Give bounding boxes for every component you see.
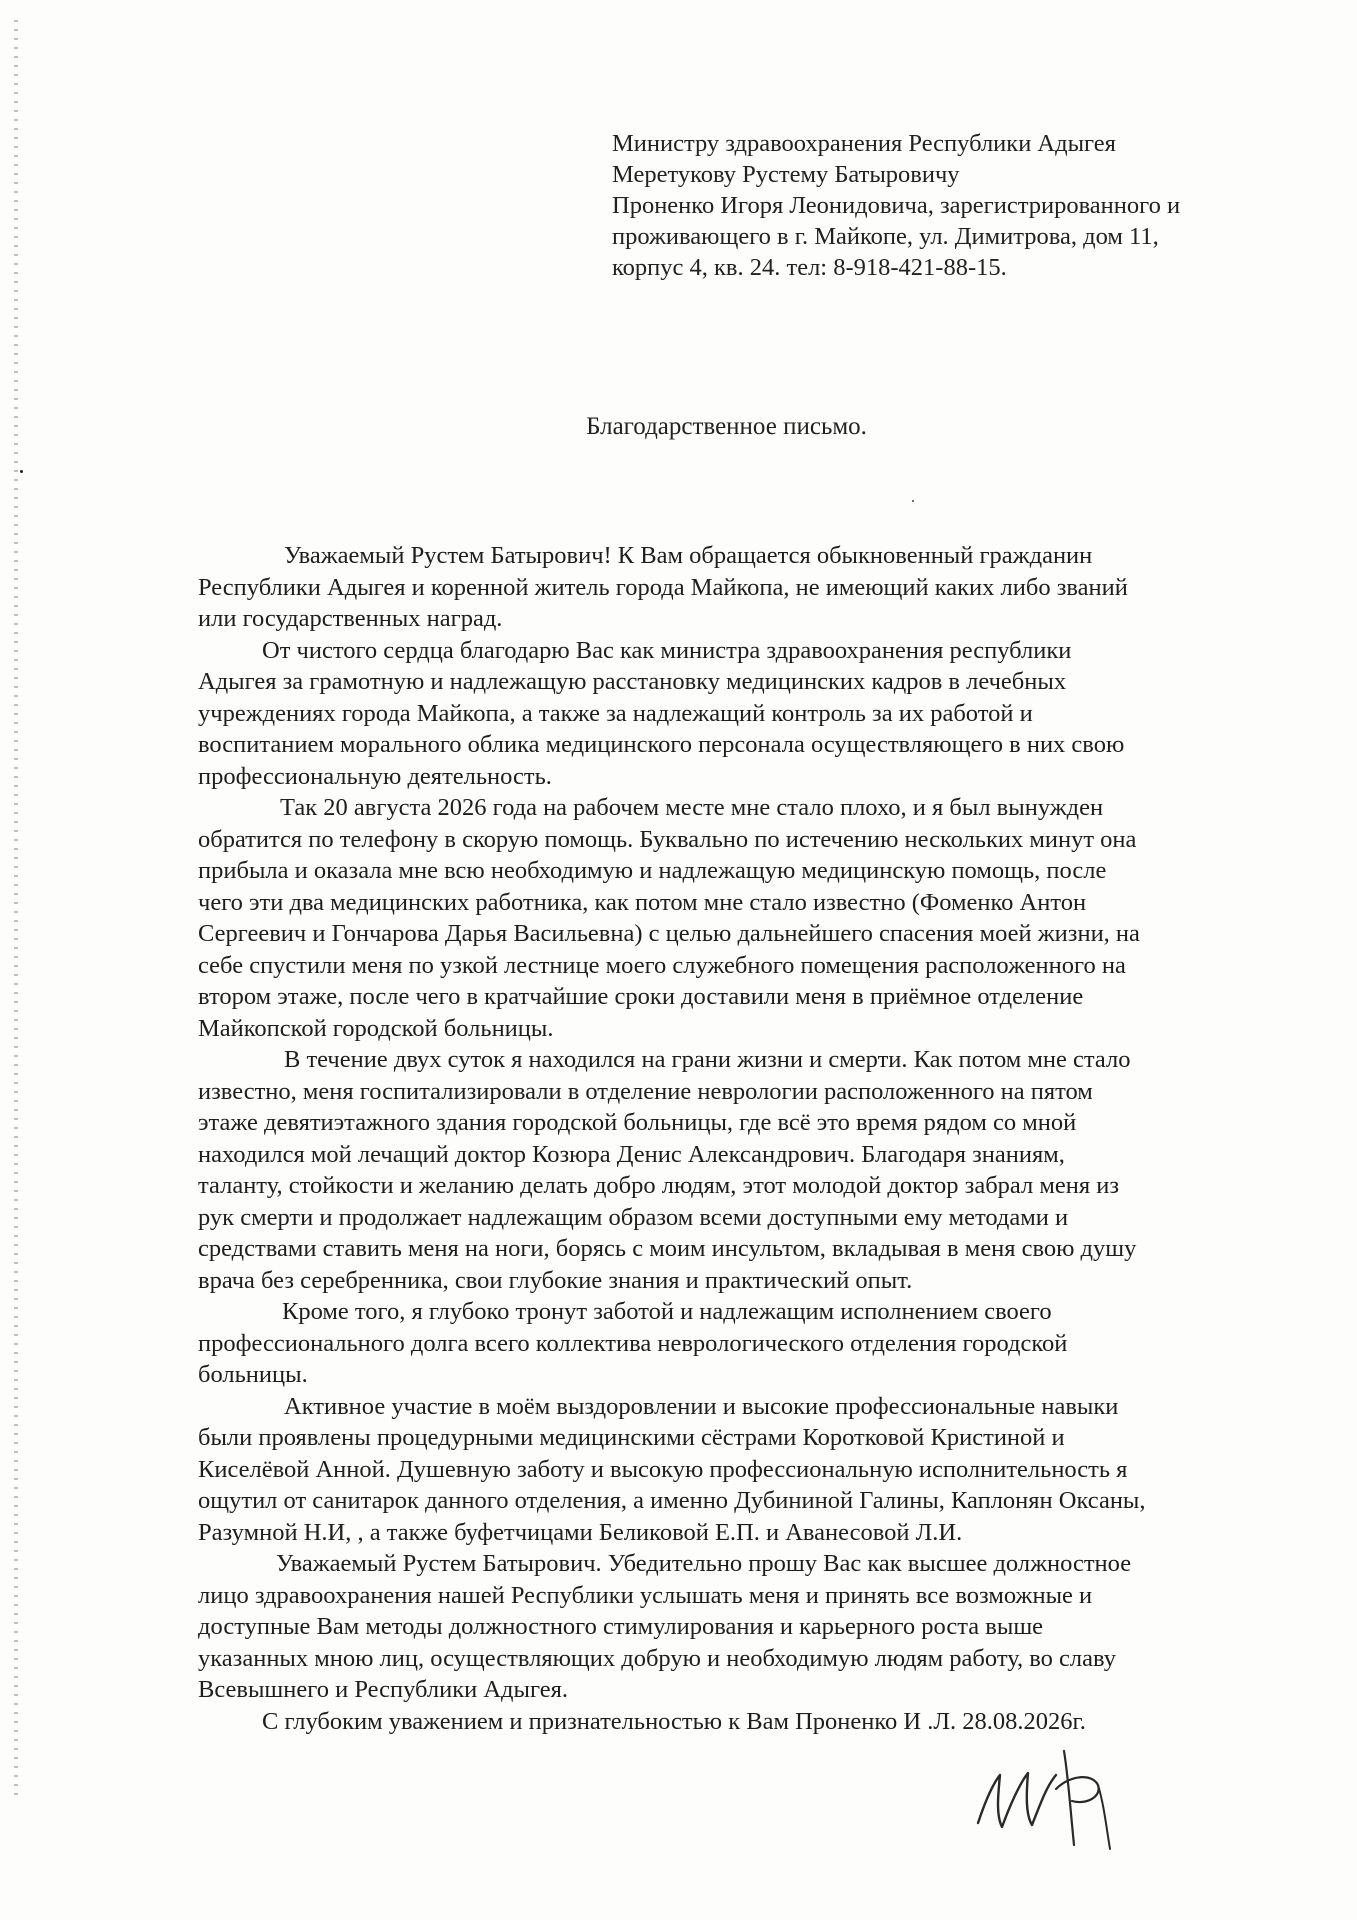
- body-line: Республики Адыгея и коренной житель города Майкопа, не имеющий каких либо званий: [198, 573, 1128, 601]
- body-line: Разумной Н.И, , а также буфетчицами Беликовой Е.П. и Аванесовой Л.И.: [198, 1518, 963, 1546]
- body-line: или государственных наград.: [198, 605, 503, 632]
- document-title-text: Благодарственное письмо.: [586, 413, 867, 440]
- body-line: этаже девятиэтажного здания городской больницы, где всё это время рядом со мной: [198, 1109, 1077, 1136]
- handwritten-signature: [970, 1745, 1140, 1855]
- addressee-line: Меретукову Рустему Батыровичу: [612, 161, 960, 188]
- body-line: были проявлены процедурными медицинскими сёстрами Коротковой Кристиной и: [198, 1424, 1065, 1451]
- body-line: воспитанием морального облика медицинского персонала осуществляющего в них свою: [198, 731, 1125, 758]
- body-line: указанных мною лиц, осуществляющих добрую и необходимую людям работу, во славу: [198, 1644, 1116, 1672]
- scan-edge-artifact: [14, 20, 18, 1800]
- body-line: Киселёвой Анной. Душевную заботу и высокую профессиональную исполнительность я: [198, 1455, 1128, 1483]
- body-line: прибыла и оказала мне всю необходимую и надлежащую медицинскую помощь, после: [198, 857, 1107, 884]
- addressee-block: [612, 128, 1312, 283]
- body-line: известно, меня госпитализировали в отделение неврологии расположенного на пятом: [198, 1077, 1093, 1105]
- body-line: С глубоким уважением и признательностью к Вам Проненко И .Л. 28.08.2026г.: [262, 1707, 1086, 1735]
- body-line: Активное участие в моём выздоровлении и высокие профессиональные навыки: [284, 1392, 1119, 1420]
- body-line: Майкопской городской больницы.: [198, 1014, 554, 1042]
- body-line: В течение двух суток я находился на грани жизни и смерти. Как потом мне стало: [284, 1046, 1131, 1073]
- body-line: учреждениях города Майкопа, а также за надлежащий контроль за их работой и: [198, 699, 1033, 727]
- body-line: профессионального долга всего коллектива неврологического отделения городской: [198, 1329, 1068, 1357]
- body-line: От чистого сердца благодарю Вас как министра здравоохранения республики: [262, 636, 1072, 664]
- body-line: таланту, стойкости и желанию делать добро людям, этот молодой доктор забрал меня из: [198, 1172, 1120, 1199]
- body-line: больницы.: [198, 1361, 308, 1388]
- letter-body: [198, 540, 1258, 1737]
- addressee-line: проживающего в г. Майкопе, ул. Димитрова, дом 11,: [612, 223, 1159, 250]
- addressee-line: корпус 4, кв. 24. тел: 8-918-421-88-15.: [612, 254, 1007, 281]
- addressee-line: Министру здравоохранения Республики Адыгея: [612, 130, 1116, 157]
- body-line: Уважаемый Рустем Батырович! К Вам обращается обыкновенный гражданин: [284, 542, 1093, 569]
- body-line: рук смерти и продолжает надлежащим образом всеми доступными ему методами и: [198, 1203, 1069, 1231]
- body-line: себе спустили меня по узкой лестнице моего служебного помещения расположенного на: [198, 951, 1126, 979]
- body-line: Кроме того, я глубоко тронут заботой и надлежащим исполнением своего: [282, 1298, 1052, 1325]
- body-line: Всевышнего и Республики Адыгея.: [198, 1676, 568, 1703]
- scan-dust-mark: [20, 470, 23, 473]
- body-line: чего эти два медицинских работника, как потом мне стало известно (Фоменко Антон: [198, 888, 1087, 916]
- body-line: втором этаже, после чего в кратчайшие сроки доставили меня в приёмное отделение: [198, 983, 1084, 1010]
- body-line: находился мой лечащий доктор Козюра Денис Александрович. Благодаря знаниям,: [198, 1140, 1065, 1168]
- body-line: врача без серебренника, свои глубокие знания и практический опыт.: [198, 1266, 913, 1294]
- document-title: [0, 413, 1357, 441]
- body-line: Так 20 августа 2026 года на рабочем месте мне стало плохо, и я был вынужден: [280, 794, 1104, 821]
- addressee-line: Проненко Игоря Леонидовича, зарегистрированного и: [612, 192, 1181, 219]
- body-line: обратится по телефону в скорую помощь. Буквально по истечению нескольких минут она: [198, 825, 1137, 853]
- body-line: средствами ставить меня на ноги, борясь с моим инсультом, вкладывая в меня свою душу: [198, 1235, 1137, 1262]
- body-line: Уважаемый Рустем Батырович. Убедительно прошу Вас как высшее должностное: [276, 1550, 1132, 1577]
- body-line: ощутил от санитарок данного отделения, а именно Дубининой Галины, Каплонян Оксаны,: [198, 1487, 1146, 1514]
- body-line: Адыгея за грамотную и надлежащую расстановку медицинских кадров в лечебных: [198, 668, 1067, 695]
- body-line: доступные Вам методы должностного стимулирования и карьерного роста выше: [198, 1613, 1044, 1640]
- scan-dust-mark: [912, 500, 914, 502]
- body-line: Сергеевич и Гончарова Дарья Васильевна) с целью дальнейшего спасения моей жизни, на: [198, 920, 1140, 947]
- body-line: профессиональную деятельность.: [198, 762, 552, 790]
- body-line: лицо здравоохранения нашей Республики услышать меня и принять все возможные и: [198, 1581, 1093, 1609]
